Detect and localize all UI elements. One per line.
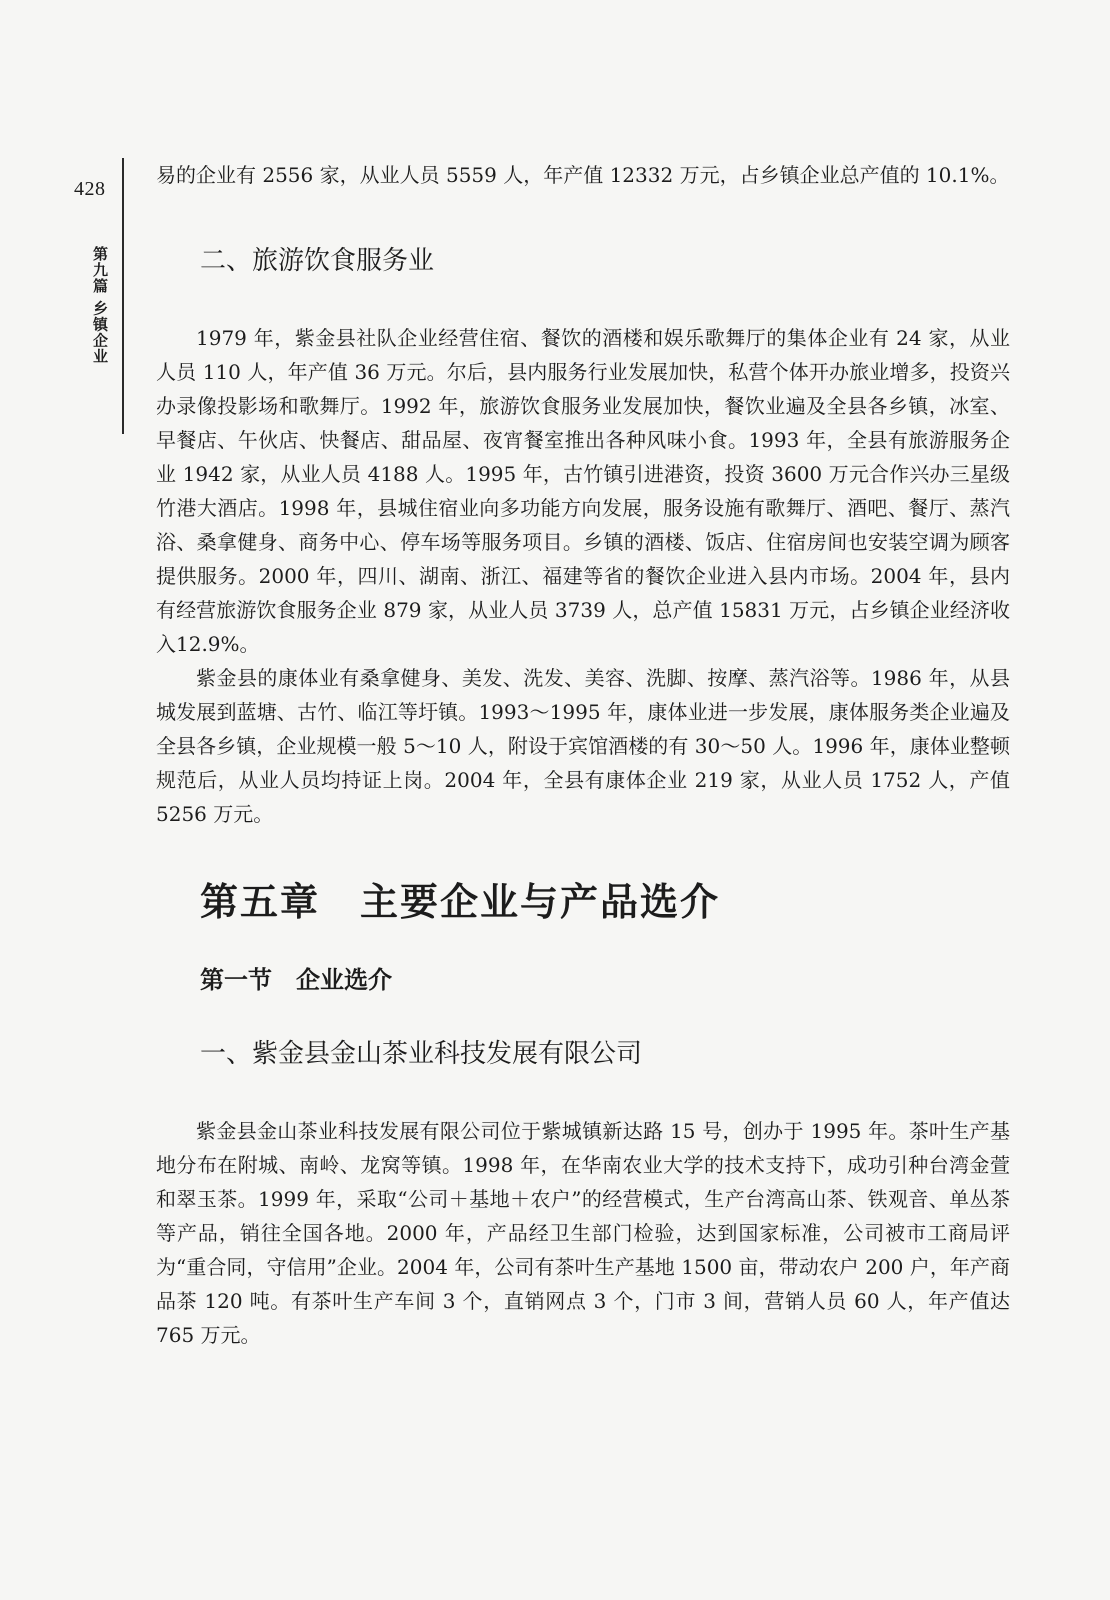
page-body xyxy=(156,158,1010,1352)
heading-company: 一、紫金县金山茶业科技发展有限公司 xyxy=(200,1039,643,1069)
chapter-title: 第五章 主要企业与产品选介 xyxy=(200,879,721,924)
paragraph-company: 紫金县金山茶业科技发展有限公司位于紫城镇新达路 15 号，创办于 1995 年。茶叶生产基地分布在附城、南岭、龙窝等镇。1998 年，在华南农业大学的技术支持下，成功引种台湾金萱和翠玉茶。1999 年，采取“公司＋基地＋农户”的经营模式，生产台湾高山茶、铁观音、单丛茶等产品，销往全国各地。2000 年，产品经卫生部门检验，达到国家标准，公司被市工商局评为“重合同，守信用”企业。2004 年，公司有茶叶生产基地 1500 亩，带动农户 200 户，年产商品茶 120 吨。有茶叶生产车间 3 个，直销网点 3 个，门市 3 间，营销人员 60 人，年产值达 765 万元。 xyxy=(156,1119,1010,1347)
side-section-label: 第九篇 乡镇企业 xyxy=(91,246,109,365)
section-title: 第一节 企业选介 xyxy=(200,966,392,994)
paragraph-tourism-1: 1979 年，紫金县社队企业经营住宿、餐饮的酒楼和娱乐歌舞厅的集体企业有 24 家，从业人员 110 人，年产值 36 万元。尔后，县内服务行业发展加快，私营个体开办旅业增多，投资兴办录像投影场和歌舞厅。1992 年，旅游饮食服务业发展加快，餐饮业遍及全县各乡镇，冰室、早餐店、午伙店、快餐店、甜品屋、夜宵餐室推出各种风味小食。1993 年，全县有旅游服务企业 1942 家，从业人员 4188 人。1995 年，古竹镇引进港资，投资 3600 万元合作兴办三星级竹港大酒店。1998 年，县城住宿业向多功能方向发展，服务设施有歌舞厅、酒吧、餐厅、蒸汽浴、桑拿健身、商务中心、停车场等服务项目。乡镇的酒楼、饭店、住宿房间也安装空调为顾客提供服务。2000 年，四川、湖南、浙江、福建等省的餐饮企业进入县内市场。2004 年，县内有经营旅游饮食服务企业 879 家，从业人员 3739 人，总产值 15831 万元，占乡镇企业经济收入12.9%。 xyxy=(156,326,1010,656)
paragraph-top: 易的企业有 2556 家，从业人员 5559 人，年产值 12332 万元，占乡镇企业总产值的 10.1%。 xyxy=(156,163,1010,187)
page-number: 428 xyxy=(74,178,106,200)
side-divider xyxy=(122,158,124,434)
paragraph-tourism-2: 紫金县的康体业有桑拿健身、美发、洗发、美容、洗脚、按摩、蒸汽浴等。1986 年，从县城发展到蓝塘、古竹、临江等圩镇。1993～1995 年，康体业进一步发展，康体服务类企业遍及全县各乡镇，企业规模一般 5～10 人，附设于宾馆酒楼的有 30～50 人。1996 年，康体业整顿规范后，从业人员均持证上岗。2004 年，全县有康体企业 219 家，从业人员 1752 人，产值 5256 万元。 xyxy=(156,666,1010,826)
heading-tourism-services: 二、旅游饮食服务业 xyxy=(200,246,435,276)
